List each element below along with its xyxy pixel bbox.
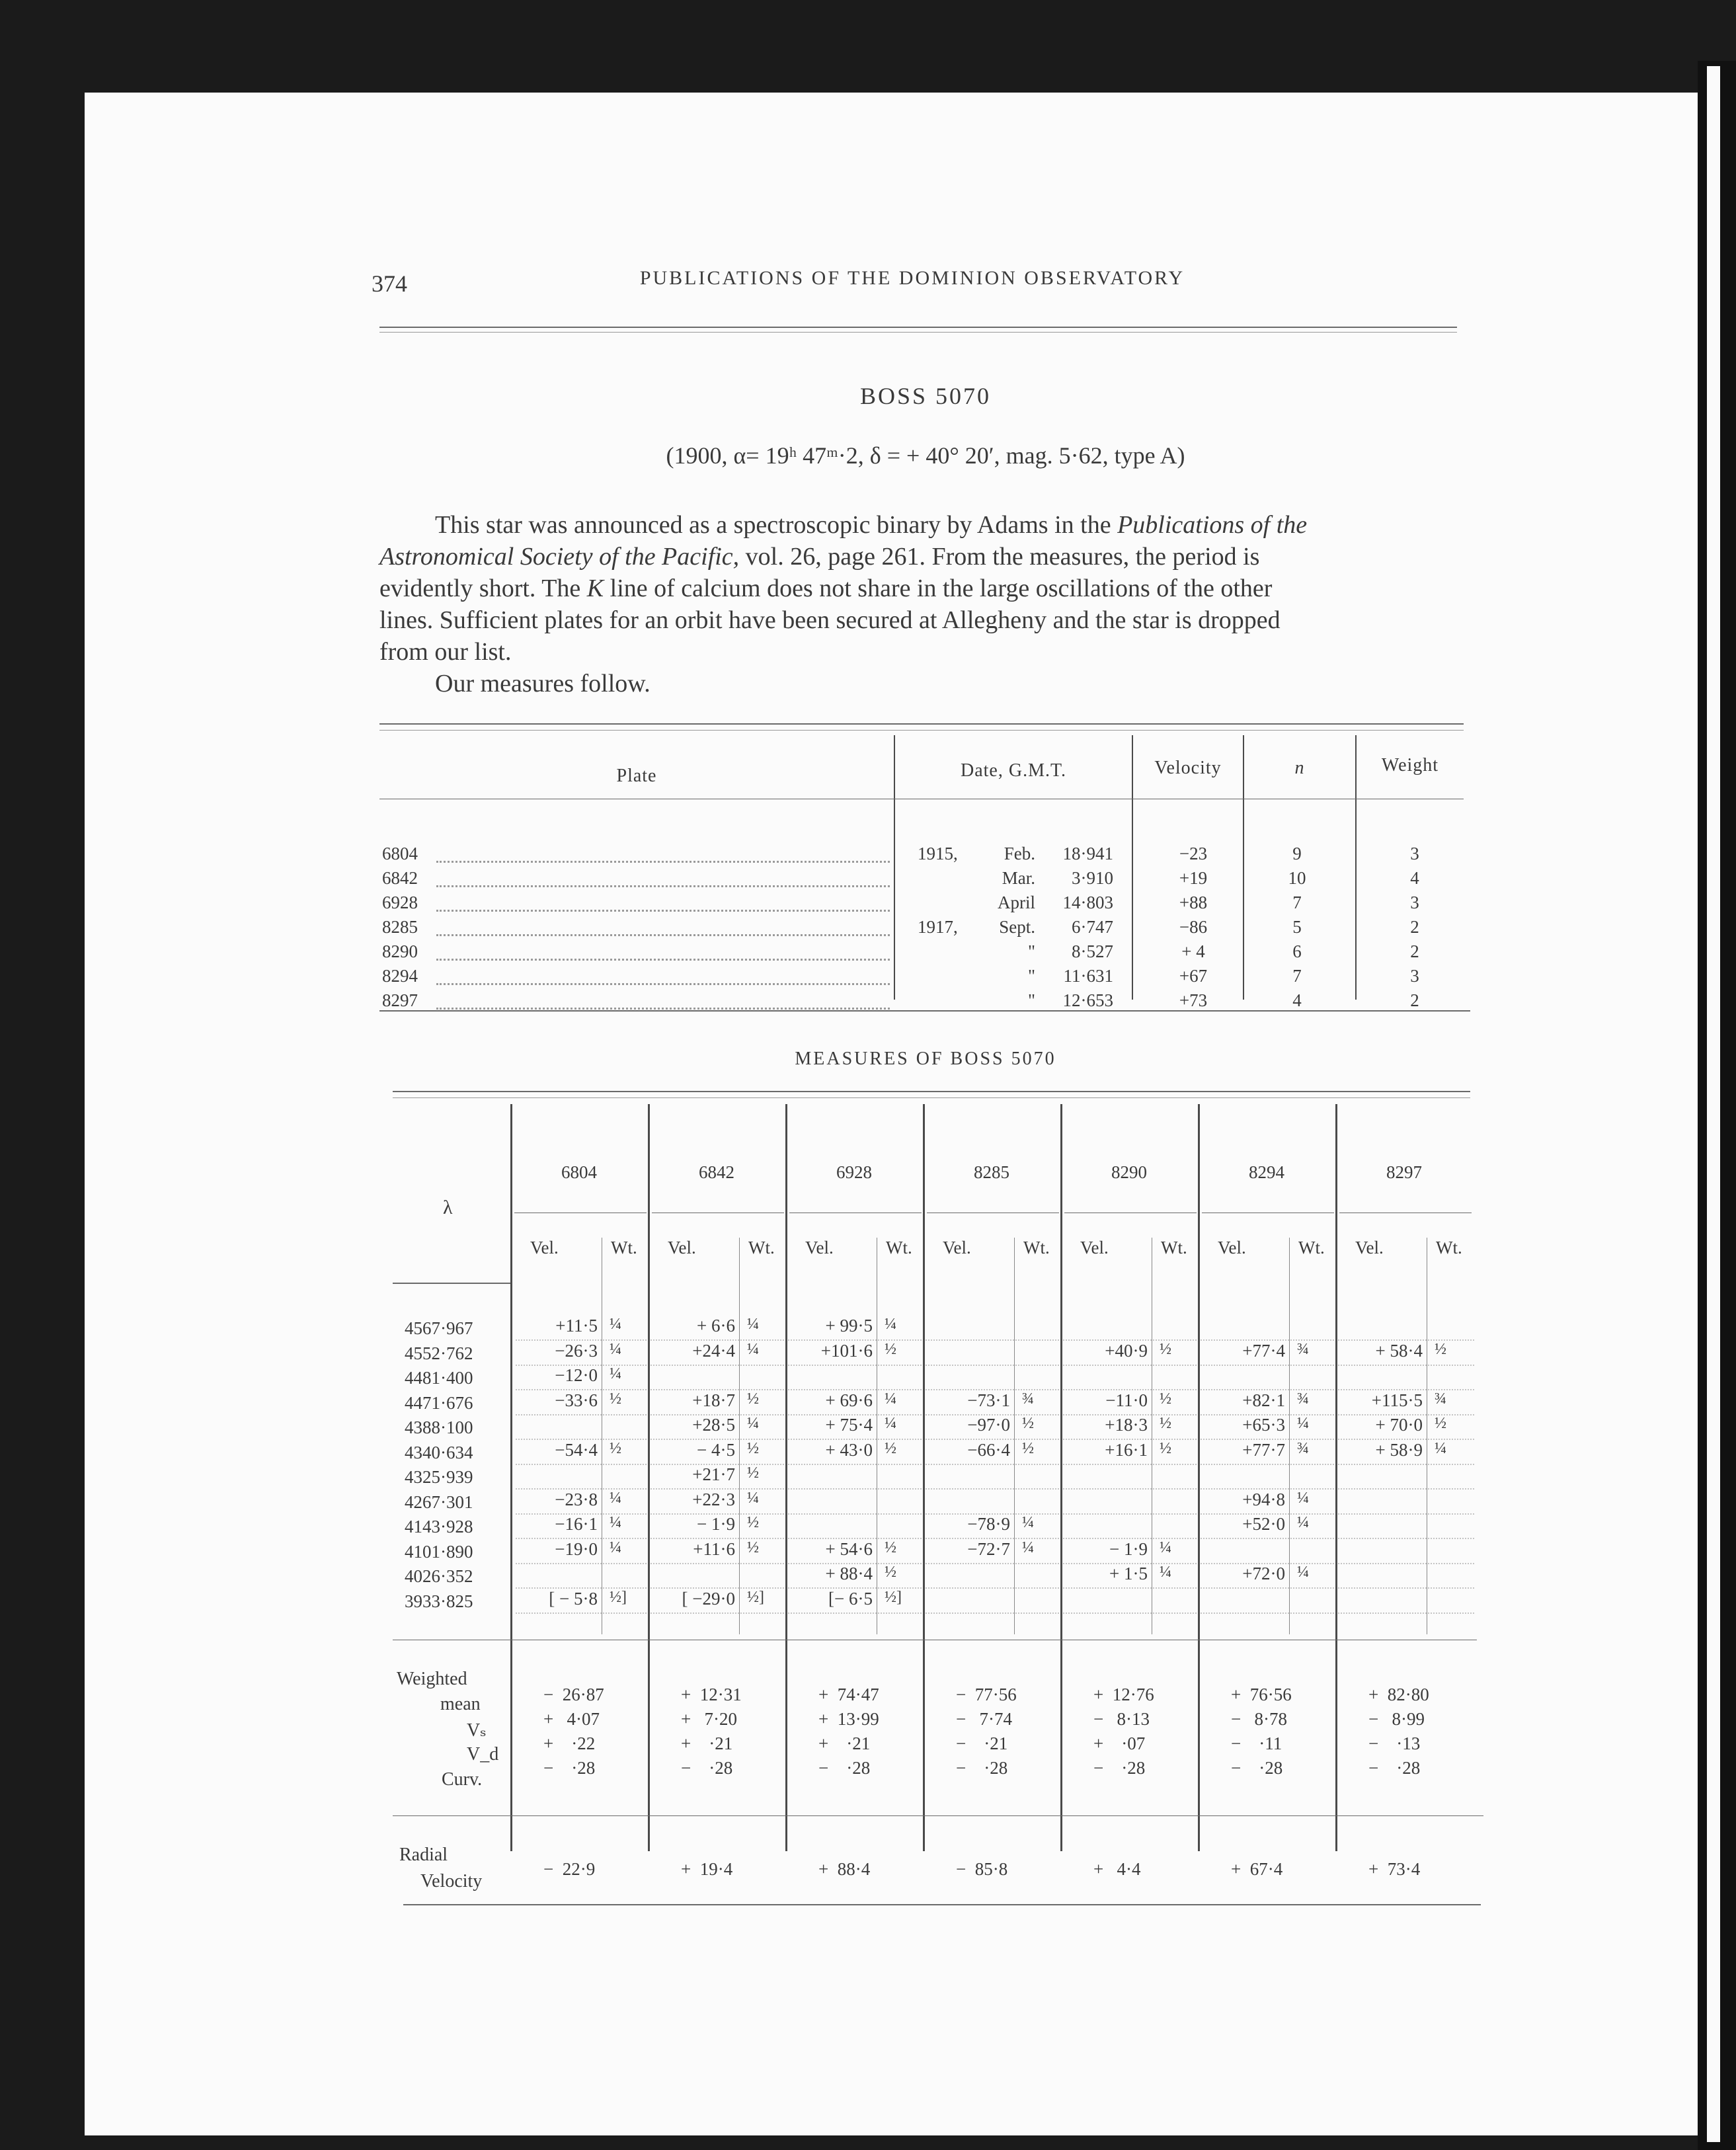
column-rule [1335, 1104, 1337, 1851]
weight-value: ½ [747, 1538, 759, 1556]
plate-velocity: +67 [1179, 966, 1208, 986]
rv-label-radial: Radial [399, 1845, 448, 1865]
plate-year: 1915, [918, 844, 958, 863]
intro-text-3b: line of calcium does not share in the large oscillations of the other [604, 575, 1273, 602]
leader-dots [436, 934, 890, 936]
weight-value: ¼ [885, 1390, 896, 1408]
plate-column-header: 6842 [699, 1162, 734, 1182]
vel-subheader: Vel. [530, 1238, 559, 1257]
wt-subheader: Wt. [1436, 1238, 1462, 1257]
plate-velocity: −23 [1179, 844, 1208, 863]
lambda-header-rule [393, 1283, 512, 1284]
summary-value: + 7·20 [681, 1709, 737, 1729]
next-page-edge [1707, 66, 1720, 2142]
velocity-value: −73·1 [967, 1390, 1010, 1410]
plate-day: 8·527 [1072, 941, 1113, 961]
summary-value: − ·28 [543, 1758, 596, 1778]
measures-top-rule [393, 1091, 1470, 1092]
running-title: PUBLICATIONS OF THE DOMINION OBSERVATORY [639, 267, 1185, 289]
velocity-value: +94·8 [1242, 1489, 1285, 1509]
intro-text-4: lines. Sufficient plates for an orbit have been secured at Allegheny and the star is dropped [379, 606, 1281, 634]
vel-subheader: Vel. [1218, 1238, 1246, 1257]
velocity-value: +115·5 [1371, 1390, 1423, 1410]
leader-dots [436, 861, 890, 863]
intro-italic-2: Astronomical Society of the Pacific, [379, 543, 740, 571]
plate-weight: 3 [1410, 966, 1419, 986]
weight-value: ½] [610, 1588, 627, 1606]
vel-subheader: Vel. [943, 1238, 971, 1257]
plates-header-velocity: Velocity [1154, 758, 1222, 778]
velocity-value: +22·3 [692, 1489, 735, 1509]
intro-text-5: from our list. [379, 638, 512, 666]
weight-value: ¼ [1022, 1538, 1034, 1556]
plate-month: Mar. [1002, 868, 1035, 888]
radial-velocity-value: + 88·4 [818, 1859, 871, 1879]
summary-value: + 12·31 [681, 1685, 742, 1704]
weight-value: ¼ [1297, 1489, 1309, 1507]
plates-top-rule-2 [379, 730, 1464, 731]
velocity-value: −11·0 [1105, 1390, 1148, 1410]
weight-value: ¾ [1297, 1439, 1309, 1457]
plate-weight: 2 [1410, 941, 1419, 961]
plate-column-header: 8294 [1249, 1162, 1284, 1182]
wavelength-label: 4101·890 [405, 1541, 473, 1562]
plate-number: 8285 [382, 917, 418, 937]
weight-value: ¼ [610, 1340, 621, 1358]
weight-value: ½] [747, 1588, 764, 1606]
wt-subheader: Wt. [611, 1238, 637, 1257]
velocity-value: − 4·5 [697, 1439, 735, 1460]
summary-value: + ·22 [543, 1733, 596, 1753]
summary-value: + 76·56 [1231, 1685, 1292, 1704]
wavelength-label: 4552·762 [405, 1343, 473, 1363]
velocity-value: + 43·0 [825, 1439, 873, 1460]
wavelength-label: 4267·301 [405, 1492, 473, 1512]
velocity-value: −97·0 [967, 1415, 1010, 1435]
weight-value: ¼ [610, 1489, 621, 1507]
weight-value: ½ [610, 1439, 621, 1457]
velocity-value: − 1·9 [1109, 1538, 1148, 1559]
wt-subheader: Wt. [1298, 1238, 1325, 1257]
weight-value: ¼ [747, 1489, 759, 1507]
wt-subheader: Wt. [1161, 1238, 1187, 1257]
summary-value: − 8·99 [1368, 1709, 1425, 1729]
plate-day: 12·653 [1062, 990, 1113, 1010]
radial-velocity-value: + 19·4 [681, 1859, 733, 1879]
column-rule [1060, 1104, 1062, 1851]
plate-number: 8297 [382, 990, 418, 1010]
radial-velocity-value: − 85·8 [956, 1859, 1008, 1879]
plates-header-plate: Plate [616, 766, 657, 786]
summary-value: − ·28 [681, 1758, 733, 1778]
weight-value: ¼ [1160, 1564, 1171, 1581]
weight-value: ½ [1160, 1415, 1171, 1432]
radial-velocity-value: + 73·4 [1368, 1859, 1421, 1879]
row-guide-dots [516, 1612, 1474, 1614]
velocity-value: +65·3 [1242, 1415, 1285, 1435]
wavelength-label: 3933·825 [405, 1591, 473, 1611]
vel-subheader: Vel. [668, 1238, 696, 1257]
column-rule [648, 1104, 650, 1851]
velocity-value: + 1·5 [1109, 1564, 1148, 1583]
plate-number: 6804 [382, 844, 418, 863]
plate-velocity: +73 [1179, 990, 1208, 1010]
velocity-value: + 54·6 [825, 1538, 873, 1559]
plate-number: 8294 [382, 966, 418, 986]
summary-value: − 26·87 [543, 1685, 604, 1704]
summary-value: − ·13 [1368, 1733, 1421, 1753]
velocity-value: + 70·0 [1375, 1415, 1423, 1435]
plate-number: 6928 [382, 893, 418, 912]
star-subtitle: (1900, α= 19ʰ 47ᵐ·2, δ = + 40° 20′, mag. 5·62, type A) [666, 442, 1185, 469]
plate-n: 7 [1292, 893, 1302, 912]
radial-velocity-value: + 4·4 [1093, 1859, 1141, 1879]
wavelength-label: 4340·634 [405, 1442, 473, 1462]
weight-value: ¾ [1297, 1340, 1309, 1358]
plate-n: 7 [1292, 966, 1302, 986]
weight-value: ½ [885, 1538, 896, 1556]
weight-value: ½] [885, 1588, 902, 1606]
weight-value: ½ [885, 1439, 896, 1457]
plate-day: 18·941 [1062, 844, 1113, 863]
weight-value: ¼ [1297, 1514, 1309, 1531]
velocity-value: +72·0 [1242, 1564, 1285, 1583]
measures-bottom-rule [403, 1904, 1481, 1905]
weight-value: ¼ [610, 1365, 621, 1382]
summary-label-vs: Vₛ [467, 1720, 487, 1741]
summary-value: − ·28 [818, 1758, 871, 1778]
vel-wt-divider [1014, 1238, 1015, 1634]
column-rule [923, 1104, 925, 1851]
weight-value: ½ [747, 1390, 759, 1408]
radial-velocity-value: + 67·4 [1231, 1859, 1283, 1879]
intro-text-3: evidently short. The [379, 575, 587, 602]
plate-column-header: 6804 [561, 1162, 597, 1182]
summary-value: + 13·99 [818, 1709, 879, 1729]
plate-column-header: 8297 [1386, 1162, 1422, 1182]
rv-label-velocity: Velocity [420, 1871, 483, 1891]
vel-subheader: Vel. [1080, 1238, 1109, 1257]
rv-top-rule [393, 1815, 1483, 1816]
weight-value: ¼ [1297, 1415, 1309, 1432]
plate-velocity: + 4 [1181, 941, 1205, 961]
plate-number: 6842 [382, 868, 418, 888]
summary-value: − ·28 [1093, 1758, 1146, 1778]
summary-value: + 4·07 [543, 1709, 600, 1729]
summary-value: − ·11 [1231, 1733, 1282, 1753]
wt-subheader: Wt. [748, 1238, 775, 1257]
row-guide-dots [516, 1365, 1474, 1366]
column-rule [510, 1104, 512, 1851]
weight-value: ½ [1160, 1439, 1171, 1457]
summary-value: + ·07 [1093, 1733, 1146, 1753]
summary-value: − 7·74 [956, 1709, 1012, 1729]
velocity-value: − 1·9 [697, 1514, 735, 1534]
leader-dots [436, 885, 890, 887]
weight-value: ¾ [1297, 1390, 1309, 1408]
weight-value: ¼ [1160, 1538, 1171, 1556]
plate-column-header: 6928 [836, 1162, 872, 1182]
wavelength-label: 4567·967 [405, 1318, 473, 1338]
measures-title: MEASURES OF BOSS 5070 [795, 1049, 1056, 1069]
plate-day: 11·631 [1063, 966, 1113, 986]
velocity-value: + 58·9 [1375, 1439, 1423, 1460]
velocity-value: +101·6 [820, 1340, 873, 1361]
vel-subheader: Vel. [805, 1238, 834, 1257]
velocity-value: −26·3 [555, 1340, 598, 1361]
plates-top-rule [379, 723, 1464, 725]
plate-day: 14·803 [1062, 893, 1113, 912]
wavelength-label: 4143·928 [405, 1517, 473, 1536]
plate-velocity: −86 [1179, 917, 1208, 937]
weight-value: ½ [747, 1464, 759, 1482]
velocity-value: +52·0 [1242, 1514, 1285, 1534]
radial-velocity-value: − 22·9 [543, 1859, 596, 1879]
summary-value: − 8·78 [1231, 1709, 1287, 1729]
intro-text-1: This star was announced as a spectroscopic binary by Adams in the [435, 511, 1118, 539]
weight-value: ¼ [885, 1415, 896, 1432]
vel-wt-divider [739, 1238, 740, 1634]
column-rule [1198, 1104, 1200, 1851]
measures-top-rule-2 [393, 1097, 1470, 1098]
summary-value: − ·28 [1231, 1758, 1283, 1778]
plate-n: 10 [1288, 868, 1306, 888]
intro-k-line: K [586, 575, 604, 602]
plate-weight: 3 [1410, 844, 1419, 863]
weight-value: ¼ [1435, 1439, 1446, 1457]
velocity-value: +82·1 [1242, 1390, 1285, 1410]
weight-value: ¼ [747, 1415, 759, 1432]
weight-value: ½ [885, 1340, 896, 1358]
plate-weight: 3 [1410, 893, 1419, 912]
plates-header-n: n [1294, 758, 1305, 778]
velocity-value: +11·5 [555, 1316, 598, 1335]
plate-velocity: +19 [1179, 868, 1208, 888]
weight-value: ½ [1435, 1340, 1446, 1358]
summary-value: + 12·76 [1093, 1685, 1154, 1704]
velocity-value: −54·4 [555, 1439, 598, 1460]
plates-header-date: Date, G.M.T. [961, 760, 1066, 781]
velocity-value: + 58·4 [1375, 1340, 1423, 1361]
velocity-value: + 6·6 [697, 1316, 735, 1335]
velocity-value: −72·7 [967, 1538, 1010, 1559]
velocity-value: + 69·6 [825, 1390, 873, 1410]
weight-value: ½ [747, 1439, 759, 1457]
velocity-value: +77·4 [1242, 1340, 1285, 1361]
weight-value: ½ [1160, 1390, 1171, 1408]
velocity-value: −12·0 [555, 1365, 598, 1385]
weight-value: ½ [1160, 1340, 1171, 1358]
velocity-value: [ −29·0 [682, 1588, 735, 1609]
wavelength-label: 4325·939 [405, 1467, 473, 1487]
plate-n: 9 [1292, 844, 1302, 863]
weight-value: ¼ [747, 1340, 759, 1358]
weight-value: ¼ [610, 1538, 621, 1556]
summary-value: + 74·47 [818, 1685, 879, 1704]
plate-n: 4 [1292, 990, 1302, 1010]
plate-month: April [998, 893, 1035, 912]
velocity-value: +18·3 [1105, 1415, 1148, 1435]
velocity-value: + 99·5 [825, 1316, 873, 1335]
weight-value: ¼ [610, 1514, 621, 1531]
velocity-value: +40·9 [1105, 1340, 1148, 1361]
velocity-value: −16·1 [555, 1514, 598, 1534]
plate-month: Feb. [1004, 844, 1035, 863]
weight-value: ¾ [1022, 1390, 1034, 1408]
summary-value: + ·21 [681, 1733, 733, 1753]
plate-day: 3·910 [1072, 868, 1113, 888]
row-guide-dots [516, 1563, 1474, 1564]
plate-month: " [1027, 966, 1035, 986]
velocity-value: −66·4 [967, 1439, 1010, 1460]
star-title: BOSS 5070 [859, 383, 992, 409]
velocity-value: +11·6 [693, 1538, 735, 1559]
plate-velocity: +88 [1179, 893, 1208, 912]
plates-header-weight: Weight [1381, 755, 1439, 776]
summary-value: − 77·56 [956, 1685, 1017, 1704]
plate-weight: 2 [1410, 917, 1419, 937]
vel-wt-divider [1289, 1238, 1290, 1634]
plate-n: 6 [1292, 941, 1302, 961]
weight-value: ½ [747, 1514, 759, 1531]
velocity-value: −78·9 [967, 1514, 1010, 1534]
intro-text-2: vol. 26, page 261. From the measures, the period is [739, 543, 1260, 571]
velocity-value: [− 6·5 [828, 1588, 873, 1609]
wavelength-label: 4388·100 [405, 1417, 473, 1437]
velocity-value: +21·7 [692, 1464, 735, 1484]
velocity-value: −19·0 [555, 1538, 598, 1559]
summary-value: + ·21 [818, 1733, 871, 1753]
page-number: 374 [372, 270, 407, 297]
plate-weight: 4 [1410, 868, 1419, 888]
wt-subheader: Wt. [1023, 1238, 1050, 1257]
weight-value: ½ [885, 1564, 896, 1581]
plate-month: Sept. [999, 917, 1035, 937]
wt-subheader: Wt. [886, 1238, 912, 1257]
weight-value: ½ [1022, 1439, 1034, 1457]
weight-value: ¾ [1435, 1390, 1446, 1408]
plates-bottom-rule [379, 1010, 1470, 1012]
column-rule [785, 1104, 787, 1851]
weight-value: ½ [1022, 1415, 1034, 1432]
velocity-value: +18·7 [692, 1390, 735, 1410]
plate-n: 5 [1292, 917, 1302, 937]
summary-value: + 82·80 [1368, 1685, 1429, 1704]
velocity-value: +16·1 [1105, 1439, 1148, 1460]
leader-dots [436, 1008, 890, 1010]
summary-value: − ·28 [956, 1758, 1008, 1778]
plate-month: " [1027, 941, 1035, 961]
summary-label-weighted: Weighted [397, 1669, 467, 1689]
leader-dots [436, 983, 890, 985]
weight-value: ½ [1435, 1415, 1446, 1432]
plate-month: " [1027, 990, 1035, 1010]
header-rule-2 [379, 332, 1457, 333]
wavelength-label: 4481·400 [405, 1368, 473, 1388]
plate-column-header: 8290 [1111, 1162, 1147, 1182]
plate-number: 8290 [382, 941, 418, 961]
weight-value: ¼ [747, 1316, 759, 1333]
plate-weight: 2 [1410, 990, 1419, 1010]
summary-label-mean: mean [440, 1694, 481, 1714]
intro-paragraph [379, 509, 1464, 699]
lambda-header: λ [443, 1197, 453, 1218]
weight-value: ¼ [610, 1316, 621, 1333]
wavelength-label: 4471·676 [405, 1392, 473, 1413]
leader-dots [436, 910, 890, 912]
velocity-value: + 75·4 [825, 1415, 873, 1435]
weight-value: ½ [610, 1390, 621, 1408]
velocity-value: +28·5 [692, 1415, 735, 1435]
summary-value: − 8·13 [1093, 1709, 1150, 1729]
weight-value: ¼ [1297, 1564, 1309, 1581]
summary-value: − ·21 [956, 1733, 1008, 1753]
summary-label-vd: V_d [467, 1744, 499, 1765]
header-rule [379, 327, 1457, 328]
summary-value: − ·28 [1368, 1758, 1421, 1778]
velocity-value: [ − 5·8 [549, 1588, 598, 1609]
wavelength-label: 4026·352 [405, 1566, 473, 1586]
plate-year: 1917, [918, 917, 958, 937]
velocity-value: + 88·4 [825, 1564, 873, 1583]
summary-label-curv: Curv. [442, 1769, 483, 1790]
leader-dots [436, 959, 890, 961]
vel-subheader: Vel. [1355, 1238, 1384, 1257]
weight-value: ¼ [885, 1316, 896, 1333]
velocity-value: −23·8 [555, 1489, 598, 1509]
plate-column-header: 8285 [974, 1162, 1009, 1182]
weight-value: ¼ [1022, 1514, 1034, 1531]
velocity-value: −33·6 [555, 1390, 598, 1410]
velocity-value: +77·7 [1242, 1439, 1285, 1460]
plate-day: 6·747 [1072, 917, 1113, 937]
velocity-value: +24·4 [692, 1340, 735, 1361]
intro-text-6: Our measures follow. [435, 670, 651, 697]
intro-italic-1: Publications of the [1117, 511, 1308, 539]
